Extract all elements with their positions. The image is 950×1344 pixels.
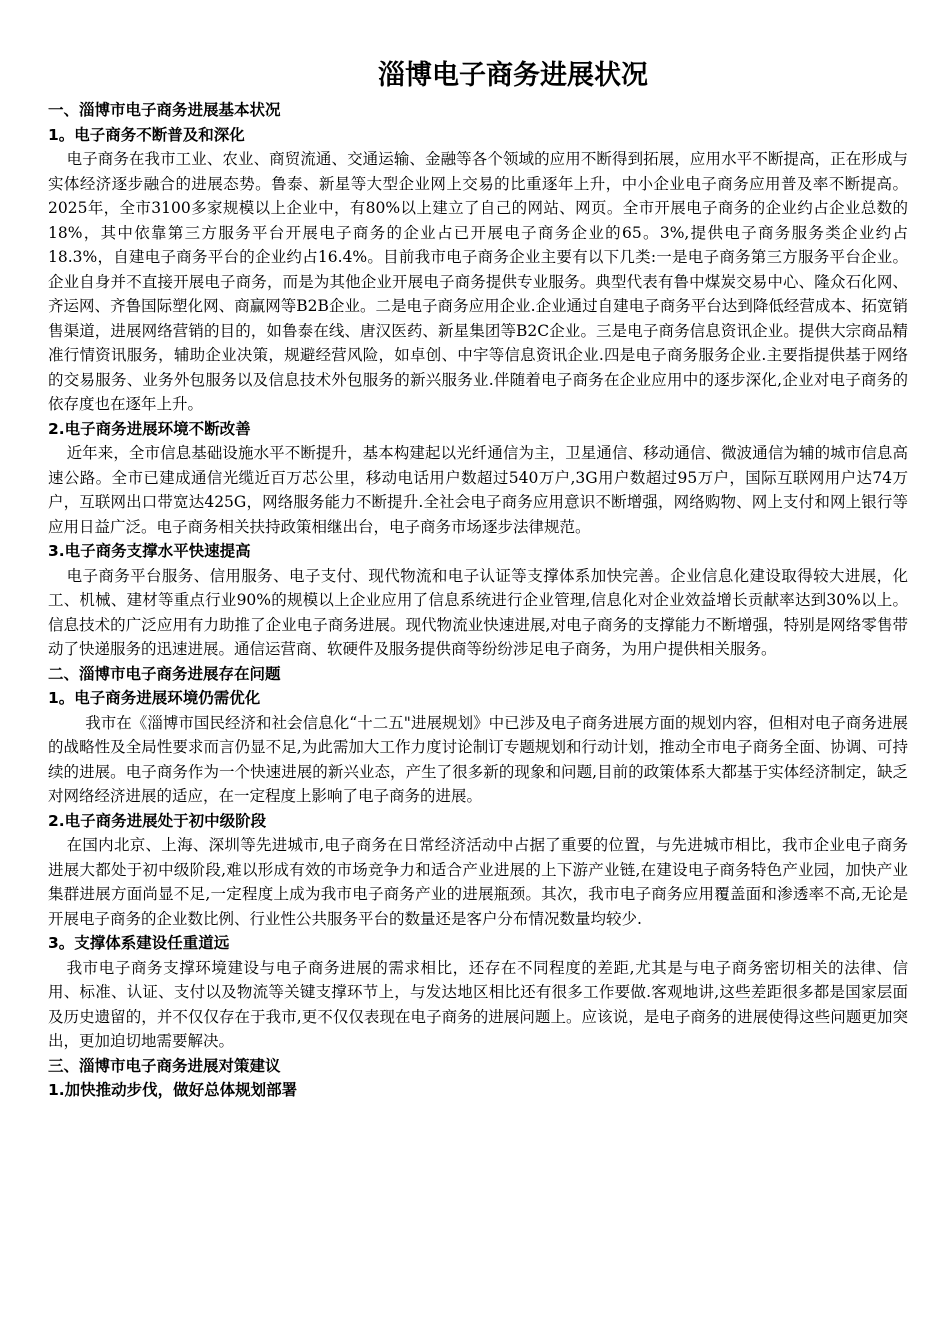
paragraph-1-1: 电子商务在我市工业、农业、商贸流通、交通运输、金融等各个领域的应用不断得到拓展，应用水平不断提高，正在形成与实体经济逐步融合的进展态势。鲁泰、新星等大型企业网上交易的比重逐年上升，中小企业电子商务应用普及率不断提高。2025年，全市3100多家规模以上企业中，有80%以上建立了自己的网站、网页。全市开展电子商务的企业约占企业总数的18%，其中依靠第三方服务平台开展电子商务的企业占已开展电子商务企业的65。3%,提供电子商务服务类企业约占18.3%，自建电子商务平台的企业约占16.4%。目前我市电子商务企业主要有以下几类:一是电子商务第三方服务平台企业。企业自身并不直接开展电子商务，而是为其他企业开展电子商务提供专业服务。典型代表有鲁中煤炭交易中心、隆众石化网、齐运网、齐鲁国际塑化网、商赢网等B2B企业。二是电子商务应用企业.企业通过自建电子商务平台达到降低经营成本、拓宽销售渠道，进展网络营销的目的，如鲁泰在线、唐汉医药、新星集团等B2C企业。三是电子商务信息资讯企业。提供大宗商品精准行情资讯服务，辅助企业决策，规避经营风险，如卓创、中宇等信息资讯企业.四是电子商务服务企业.主要指提供基于网络的交易服务、业务外包服务以及信息技术外包服务的新兴服务业.伴随着电子商务在企业应用中的逐步深化,企业对电子商务的依存度也在逐年上升。: [48, 150, 908, 413]
subsection-heading-3-1: 1.加快推动步伐，做好总体规划部署: [48, 1081, 298, 1099]
paragraph-2-3: 我市电子商务支撑环境建设与电子商务进展的需求相比，还存在不同程度的差距,尤其是与电子商务密切相关的法律、信用、标准、认证、支付以及物流等关键支撑环节上，与发达地区相比还有很多工作要做.客观地讲,这些差距很多都是国家层面及历史遗留的，并不仅仅存在于我市,更不仅仅表现在电子商务的进展问题上。应该说，是电子商务的进展使得这些问题更加突出，更加迫切地需要解决。: [48, 958, 908, 1050]
section-heading-2: 二、淄博市电子商务进展存在问题: [48, 664, 281, 683]
subsection-heading-1-1: 1。电子商务不断普及和深化: [48, 125, 245, 144]
document-title: 淄博电子商务进展状况: [378, 60, 648, 91]
section-heading-1: 一、淄博市电子商务进展基本状况: [48, 101, 281, 119]
subsection-heading-2-2: 2.电子商务进展处于初中级阶段: [48, 811, 267, 830]
subsection-heading-1-3: 3.电子商务支撑水平快速提高: [48, 542, 251, 560]
paragraph-2-2: 在国内北京、上海、深圳等先进城市,电子商务在日常经济活动中占据了重要的位置，与先进城市相比，我市企业电子商务进展大都处于初中级阶段,难以形成有效的市场竞争力和适合产业进展的上下游产业链,在建设电子商务特色产业园，加快产业集群进展方面尚显不足,一定程度上成为我市电子商务产业的进展瓶颈。其次，我市电子商务应用覆盖面和渗透率不高,无论是开展电子商务的企业数比例、行业性公共服务平台的数量还是客户分布情况数量均较少.: [48, 836, 908, 928]
subsection-heading-2-3: 3。支撑体系建设任重道远: [48, 934, 230, 952]
paragraph-1-2: 近年来，全市信息基础设施水平不断提升，基本构建起以光纤通信为主，卫星通信、移动通信、微波通信为辅的城市信息高速公路。全市已建成通信光缆近百万芯公里，移动电话用户数超过540万户,3G用户数超过95万户，国际互联网用户达74万户，互联网出口带宽达425G，网络服务能力不断提升.全社会电子商务应用意识不断增强，网络购物、网上支付和网上银行等应用日益广泛。电子商务相关扶持政策相继出台，电子商务市场逐步法律规范。: [48, 444, 908, 536]
subsection-heading-1-2: 2.电子商务进展环境不断改善: [48, 419, 251, 438]
paragraph-1-3: 电子商务平台服务、信用服务、电子支付、现代物流和电子认证等支撑体系加快完善。企业信息化建设取得较大进展，化工、机械、建材等重点行业90%的规模以上企业应用了信息系统进行企业管理,信息化对企业效益增长贡献率达到30%以上。信息技术的广泛应用有力助推了企业电子商务进展。现代物流业快速进展,对电子商务的支撑能力不断增强，特别是网络零售带动了快递服务的迅速进展。通信运营商、软硬件及服务提供商等纷纷涉足电子商务，为用户提供相关服务。: [48, 566, 908, 658]
document-page: [48, 58, 908, 1103]
section-heading-3: 三、淄博市电子商务进展对策建议: [48, 1056, 281, 1075]
paragraph-2-1: 我市在《淄博市国民经济和社会信息化“十二五"进展规划》中已涉及电子商务进展方面的规划内容，但相对电子商务进展的战略性及全局性要求而言仍显不足,为此需加大工作力度讨论制订专题规划和行动计划，推动全市电子商务全面、协调、可持续的进展。电子商务作为一个快速进展的新兴业态，产生了很多新的现象和问题,目前的政策体系大都基于实体经济制定，缺乏对网络经济进展的适应，在一定程度上影响了电子商务的进展。: [48, 713, 908, 805]
subsection-heading-2-1: 1。电子商务进展环境仍需优化: [48, 689, 261, 707]
